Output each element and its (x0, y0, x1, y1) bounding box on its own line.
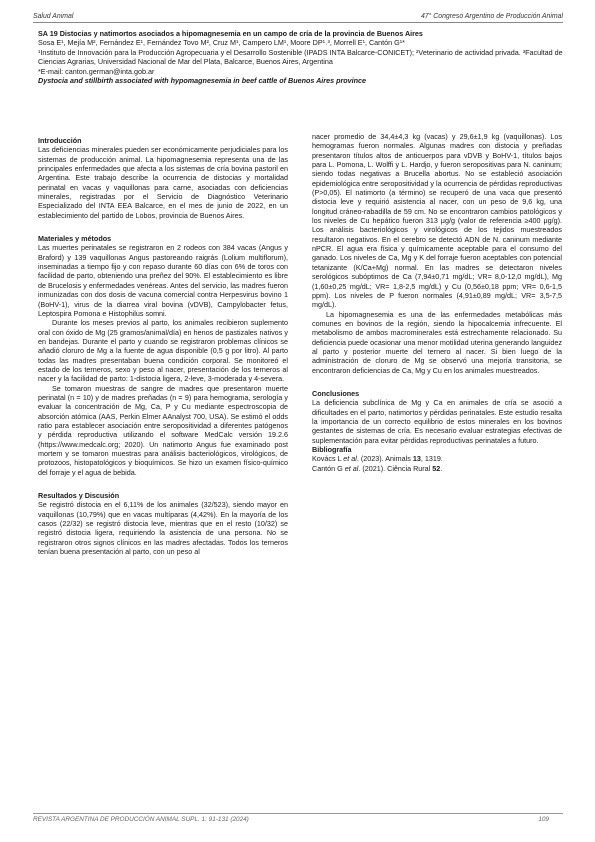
methods-paragraph-2: Durante los meses previos al parto, los animales recibieron suplemento oral con óxido de Mg (25 gramos/animal/día) en henos de pastizales nativos y en bandejas. Durante el parto y cuando se registraron problemas clínicos se añadió cloruro de Mg a la fuente de agua disponible (0,5 g por litro). Al parto todas las madres presentaban buena condición corporal. Se monitoreó el estado de los terneros, sexo y peso al nacer, presentación de los terneros al nacer y la facilidad de parto: 1-distocia ligera, 2-leve, 3-moderada y 4-severa. (38, 318, 288, 384)
reference-authors: Kovács L (312, 454, 344, 464)
conclusions-paragraph: La deficiencia subclínica de Mg y Ca en animales de cría se asoció a dificultades en el parto, natimortos y pérdidas perinatales. Este estudio resalta la importancia de un correcto equilibrio de estos minerales en los bovinos gestantes de sistemas de cría. Es necesario evaluar estrategias efectivas de suplementación para evitar pérdidas reproductivas perinatales a futuro. (312, 398, 562, 445)
header-divider (33, 22, 563, 23)
spacer (38, 220, 288, 234)
methods-heading: Materiales y métodos (38, 234, 112, 244)
running-head-congress: 47° Congreso Argentino de Producción Animal (420, 13, 563, 20)
footer-divider (33, 813, 563, 814)
reference-item (312, 464, 562, 473)
reference-pages: , 1319. (420, 454, 443, 464)
methods-paragraph-3: Se tomaron muestras de sangre de madres que presentaron muerte perinatal (n = 10) y de madres preñadas (n = 9) para hemograma, serología y evaluar la concentración de Mg, Ca, P y Cu mediante espectroscopia de absorción atómica (AAS, Perkin Elmer AAnalyst 700, USA). Se estimó el odds ratio para establecer asociación entre seropositividad a diferentes patógenos y pérdida reproductiva utilizando el software MedCalc versión 19.2.6 (https://www.medcalc.org; 2020). Un natimorto Angus fue examinado post mortem y se tomaron muestras para análisis bacteriológicos, virológicos, de protozoos, histopatológicos y bioquímicos. Se hizo un examen físico-químico del forraje y el agua de bebida. (38, 383, 288, 477)
results-paragraph-1-continued: nacer promedio de 34,4±4,3 kg (vacas) y 29,6±1,9 kg (vaquillonas). Los hemogramas fueron normales. Algunas madres con distocia y preñadas presentaron títulos altos de anticuerpos para vDVB y BoHV-1, títulos bajos para L. Pomona, L. Wolffi y L. Hardjo, y fueron seropositivas para N. caninum; siendo todas negativas a Brucella abortus. No se estableció asociación epidemiológica entre seropositividad y la ocurrencia de pérdidas reproductivas (P>0,05). El natimorto (a término) se recuperó de una vaca que presentó distocia leve y requirió asistencia al nacer, con un peso de 9,6 kg, una longitud cráneo-rabadilla de 59 cm. No se encontraron cambios patológicos y los niveles de Cu hepático fueron 313 μg/g (valor de referencia ≥400 μg/g). Los análisis bacteriológicos y virológicos de los tejidos muestreados resultaron negativos. En el cerebro se detectó ADN de N. caninum mediante nPCR. El agua era física y químicamente aceptable para el consumo del ganado. Los niveles de Ca, Mg y K del forraje fueron aceptables con potencial tetanizante (K/Ca+Mg) normal. En las madres se detectaron niveles serológicos subóptimos de Ca (7,94±0,71 mg/dL; VR= 8,0-12,0 mg/dL), Mg (1,60±0,25 mg/dL; VR= 1,8-2,5 mg/dL) y Cu (0,56±0,18 ppm; VR= 0,6-1,5 ppm). Los niveles de P fueron normales (4,91±0,89 mg/dL; VR= 3,5-7,5 mg/dL). (312, 132, 562, 310)
running-head-section: Salud Animal (33, 13, 74, 20)
article-affiliations: ¹Instituto de Innovación para la Producción Agropecuaria y el Desarrollo Sostenible (IPADS INTA Balcarce-CONICET); ²Veterinario de actividad privada. ³Facultad de Ciencias Agrarias, Universidad Nacional de Mar del Plata, Balcarce, Buenos Aires, Argentina (38, 47, 563, 67)
reference-source: . (2023). Animals (356, 454, 413, 464)
spacer (38, 477, 288, 491)
reference-volume: 52 (432, 463, 441, 473)
right-column (312, 132, 562, 473)
page-number: 109 (538, 816, 549, 823)
article-header (38, 29, 563, 85)
left-column (38, 136, 288, 556)
reference-pages: . (440, 463, 443, 473)
reference-volume: 13 (412, 454, 421, 464)
intro-heading: Introducción (38, 136, 82, 145)
methods-paragraph-1: Las muertes perinatales se registraron en 2 rodeos con 384 vacas (Angus y Braford) y 139 vaquillonas Angus pastoreando raigrás (Lolium multiflorum), inseminadas a tiempo fijo y con repaso durante 60 días con 6% de toros con facilidad de parto, obteniendo una preñez del 90%. El establecimiento es libre de Brucelosis y enfermedades venéreas. Antes del servicio, las madres fueron inmunizadas con dos dosis de vacuna comercial contra Herpesvirus bovino 1 (BoHV-1), virus de la diarrea viral bovina (vDVB), Campylobacter fetus, Leptospira Pomona e Histophilus somni. (38, 243, 288, 318)
reference-source: . (2021). Ciência Rural (358, 463, 433, 473)
reference-et-al: et al (343, 454, 357, 464)
corresponding-email: *E-mail: canton.german@inta.gob.ar (38, 66, 155, 76)
reference-et-al: et al (344, 463, 359, 473)
results-paragraph-1: Se registró distocia en el 6,11% de los animales (32/523), siendo mayor en vaquillonas (10,79%) que en vacas multíparas (4,42%). En la mayoría de los casos (22/32) se registró distocia leve, mientras que en el resto (10/32) se registró distocia ligera, requiriendo la asistencia de una persona. No se registraron otros signos clínicos en las madres afectadas. Todos los terneros tenían buena presentación al parto, con un peso al (38, 500, 288, 557)
article-authors: Sosa E¹, Mejía M², Fernández E¹, Fernández Tovo M², Cruz M¹, Campero LM¹, Moore DP¹˒³, Morrell E¹, Cantón G¹* (38, 38, 405, 48)
english-title: Dystocia and stillbirth associated with hypomagnesemia in beef cattle of Buenos Aires province (38, 76, 367, 86)
reference-item (312, 454, 562, 463)
page-footer (33, 816, 563, 828)
article-title: SA 19 Distocias y natimortos asociados a hipomagnesemia en un campo de cría de la provincia de Buenos Aires (38, 29, 423, 38)
reference-authors: Cantón G (312, 463, 345, 473)
bibliography-heading: Bibliografía (312, 445, 352, 454)
journal-citation: REVISTA ARGENTINA DE PRODUCCIÓN ANIMAL SUPL. 1: 91-131 (2024) (33, 816, 249, 823)
intro-paragraph: Las deficiencias minerales pueden ser económicamente perjudiciales para los sistemas de producción animal. La hipomagnesemia representa una de las principales enfermedades que afecta a los sistemas de cría bovina pastoril en Argentina. Este trabajo describe la ocurrencia de distocias y mortalidad perinatal en vacas y vaquillonas para carne, asociadas con deficiencias minerales, registradas por el Servicio de Diagnóstico Veterinario Especializado del INTA EEA Balcarce, en el mes de junio de 2022, en un establecimiento del partido de Lobos, provincia de Buenos Aires. (38, 145, 288, 220)
conclusions-heading: Conclusiones (312, 388, 360, 398)
spacer (312, 375, 562, 389)
results-heading: Resultados y Discusión (38, 491, 120, 501)
results-paragraph-2: La hipomagnesemia es una de las enfermedades metabólicas más comunes en bovinos de la región, siendo la hipocalcemia infrecuente. El metabolismo de ambos macrominerales está estrechamente relacionado. Su deficiencia puede ocasionar una menor motilidad uterina generando languidez al parto y posterior muerte del ternero al nacer. Si bien luego de la administración de cloruro de Mg se observó una mejoría transitoria, se encontraron deficiencias de Ca, Mg y Cu en los animales muestreados. (312, 309, 562, 375)
